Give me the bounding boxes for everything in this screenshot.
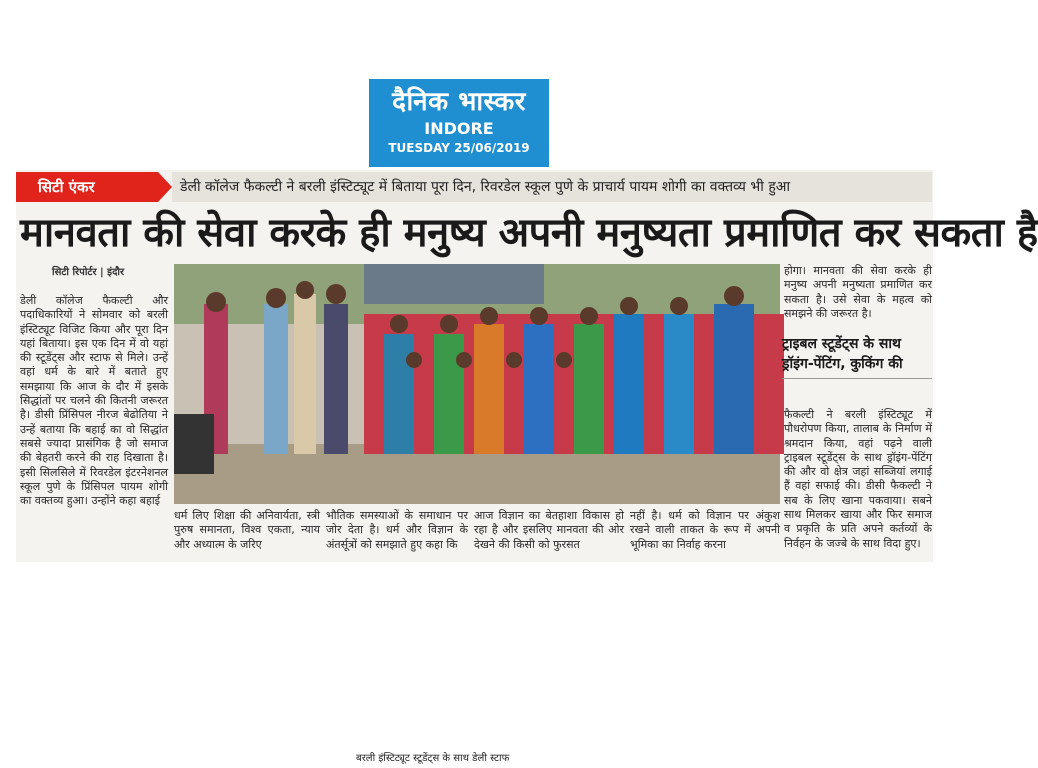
article-bottom-column-1: धर्म लिए शिक्षा की अनिवार्यता, स्त्री पुरुष समानता, विश्व एकता, न्याय और अध्यात्म के जरिए <box>174 509 320 551</box>
kicker-label: सिटी एंकर <box>16 172 158 202</box>
article-bottom-column-2: भौतिक समस्याओं के समाधान पर जोर देता है। धर्म और विज्ञान के अंतर्सूत्रों को समझाते हुए कहा कि <box>326 509 468 551</box>
photo-caption: बरली इंस्टिट्यूट स्टूडेंट्स के साथ डेली स्टाफ <box>348 750 517 768</box>
article-column-right-1: होगा। मानवता की सेवा करके ही मनुष्य अपनी मनुष्यता प्रमाणित कर सकता है। उसे सेवा के महत्व को समझने की जरूरत है। <box>784 264 932 320</box>
edition-date: TUESDAY 25/06/2019 <box>388 141 530 155</box>
newspaper-logo: दैनिक भास्कर <box>392 87 526 117</box>
section-subheading-text: ट्राइबल स्टूडेंट्स के साथ ड्रॉइंग-पेंटिंग, कुकिंग की <box>782 336 903 372</box>
sub-headline: डेली कॉलेज फैकल्टी ने बरली इंस्टिट्यूट में बिताया पूरा दिन, रिवरडेल स्कूल पुणे के प्राचार्य पायम शोगी का वक्तव्य भी हुआ <box>172 172 932 202</box>
article-bottom-column-4: नहीं है। धर्म को विज्ञान पर अंकुश रखने वाली ताकत के रूप में अपनी भूमिका का निर्वाह करना <box>630 509 780 551</box>
section-subheading <box>782 334 932 400</box>
subheading-divider <box>782 378 932 379</box>
article-column-1: डेली कॉलेज फैकल्टी और पदाधिकारियों ने सोमवार को बरली इंस्टिट्यूट विजिट किया और पूरा दिन यहां बिताया। इस एक दिन में वो यहां की स्टूडेंट्स और स्टाफ से मिले। उन्हें वहां धर्म के बारे में बताते हुए समझाया कि आज के दौर में इसके सिद्धांतों पर चलने की कितनी जरूरत है। डीसी प्रिंसिपल नीरज बेढोतिया ने उन्हें बताया कि बहाई का वो सिद्धांत सबसे ज्यादा प्रासंगिक है जो समाज की बेहतरी करने की राह दिखाता है। इसी सिलसिले में रिवरडेल इंटरनेशनल स्कूल पुणे के प्रिंसिपल पायम शोगी का वक्तव्य हुआ। उन्होंने कहा बहाई <box>20 294 168 508</box>
photo-illustration <box>174 264 780 504</box>
article-bottom-column-3: आज विज्ञान का बेतहाशा विकास हो रहा है और इसलिए मानवता की ओर देखने की किसी को फुरसत <box>474 509 624 551</box>
edition-city: INDORE <box>424 119 494 138</box>
byline: सिटी रिपोर्टर | इंदौर <box>52 267 125 278</box>
newspaper-masthead <box>369 79 549 167</box>
article-column-right-2: फैकल्टी ने बरली इंस्टिट्यूट में पौधरोपण किया, तालाब के निर्माण में श्रमदान किया, वहां पढ़ने वाली ट्राइबल स्टूडेंट्स के साथ ड्रॉइंग-पेंटिंग की और वो क्षेत्र जहां सब्जियां लगाई हैं वहां सफाई की। डीसी फैकल्टी ने सब के लिए खाना पकवाया। सबने साथ मिलकर खाया और फिर समाज व प्रकृति के प्रति अपने कर्तव्यों के निर्वहन के जज्बे के साथ विदा हुए। <box>784 408 932 550</box>
main-headline: मानवता की सेवा करके ही मनुष्य अपनी मनुष्यता प्रमाणित कर सकता है <box>20 210 1038 256</box>
